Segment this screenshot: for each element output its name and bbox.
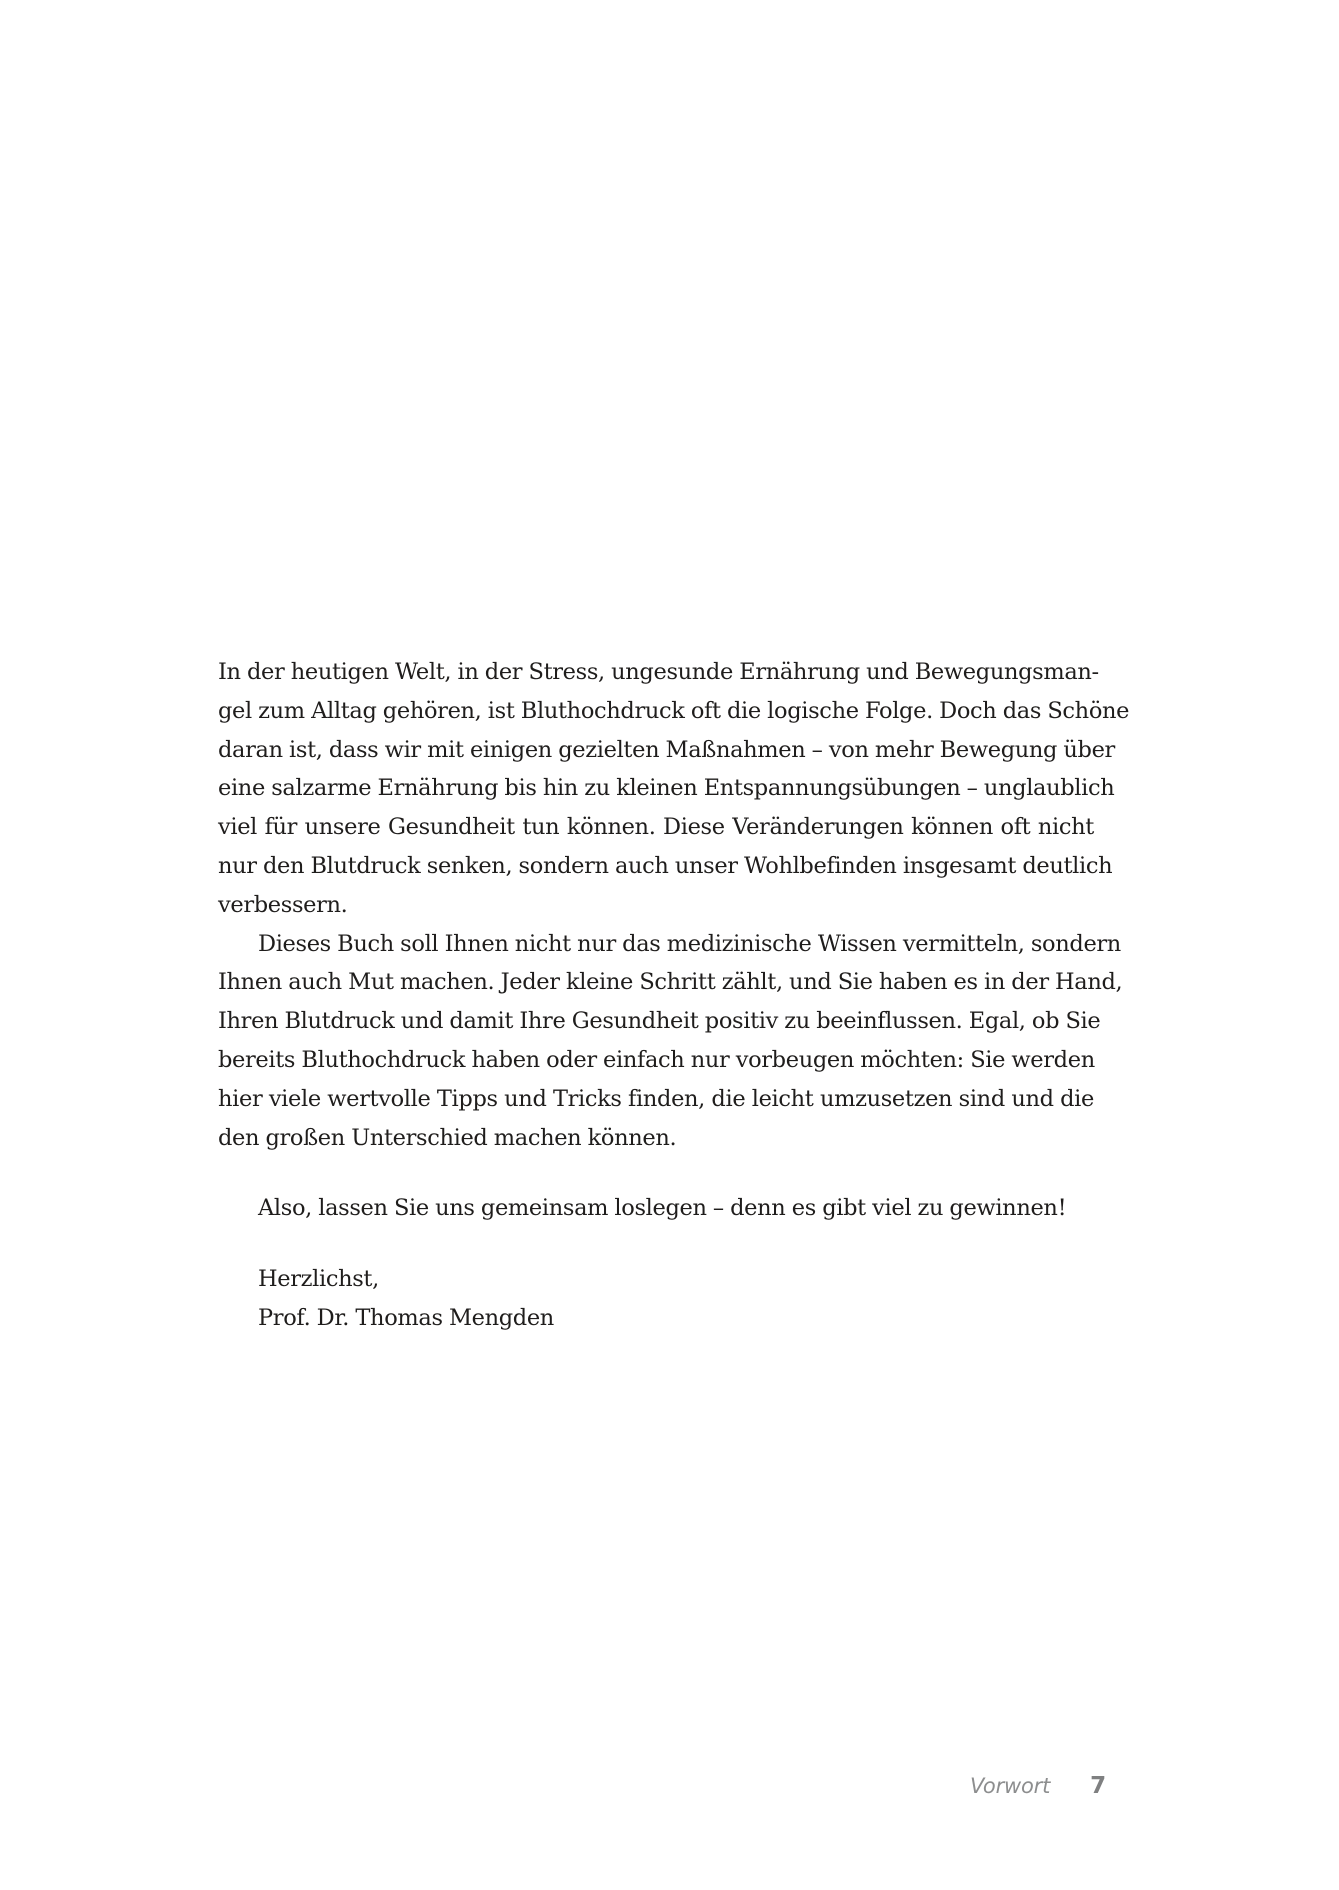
page-footer [970, 1773, 1106, 1813]
text-line: Ihnen auch Mut machen. Jeder kleine Schritt zählt, und Sie haben es in der Hand, [218, 969, 1123, 996]
foreword-text [218, 653, 1130, 1338]
text-line: Ihren Blutdruck und damit Ihre Gesundheit positiv zu beeinflussen. Egal, ob Sie [218, 1008, 1101, 1035]
text-line: daran ist, dass wir mit einigen gezielten Maßnahmen – von mehr Bewegung über [218, 736, 1115, 763]
text-line: eine salzarme Ernährung bis hin zu kleinen Entspannungsübungen – unglaublich [218, 775, 1115, 802]
text-line: bereits Bluthochdruck haben oder einfach nur vorbeugen möchten: Sie werden [218, 1046, 1095, 1073]
text-line: In der heutigen Welt, in der Stress, ungesunde Ernährung und Bewegungsman- [218, 659, 1099, 685]
text-line: nur den Blutdruck senken, sondern auch unser Wohlbefinden insgesamt deutlich [218, 852, 1113, 879]
signature: Prof. Dr. Thomas Mengden [258, 1304, 554, 1331]
paragraph-gap [218, 1228, 1094, 1260]
text-line: viel für unsere Gesundheit tun können. Diese Veränderungen können oft nicht [218, 814, 1094, 841]
closing-line: Herzlichst, [258, 1266, 379, 1293]
text-line: den großen Unterschied machen können. [218, 1124, 677, 1151]
text-line: gel zum Alltag gehören, ist Bluthochdruck oft die logische Folge. Doch das Schöne [218, 697, 1130, 724]
paragraph-gap [218, 1157, 1094, 1189]
text-line: Dieses Buch soll Ihnen nicht nur das medizinische Wissen vermitteln, sondern [258, 930, 1121, 957]
text-line: hier viele wertvolle Tipps und Tricks finden, die leicht umzusetzen sind und die [218, 1085, 1094, 1112]
running-head: Vorwort [970, 1774, 1051, 1798]
paragraph-1 [218, 653, 1130, 925]
text-line: verbessern. [218, 891, 348, 918]
page-number: 7 [1090, 1773, 1107, 1799]
paragraph-2 [218, 925, 1123, 1158]
paragraph-3: Also, lassen Sie uns gemeinsam loslegen – denn es gibt viel zu gewinnen! [258, 1195, 1067, 1222]
